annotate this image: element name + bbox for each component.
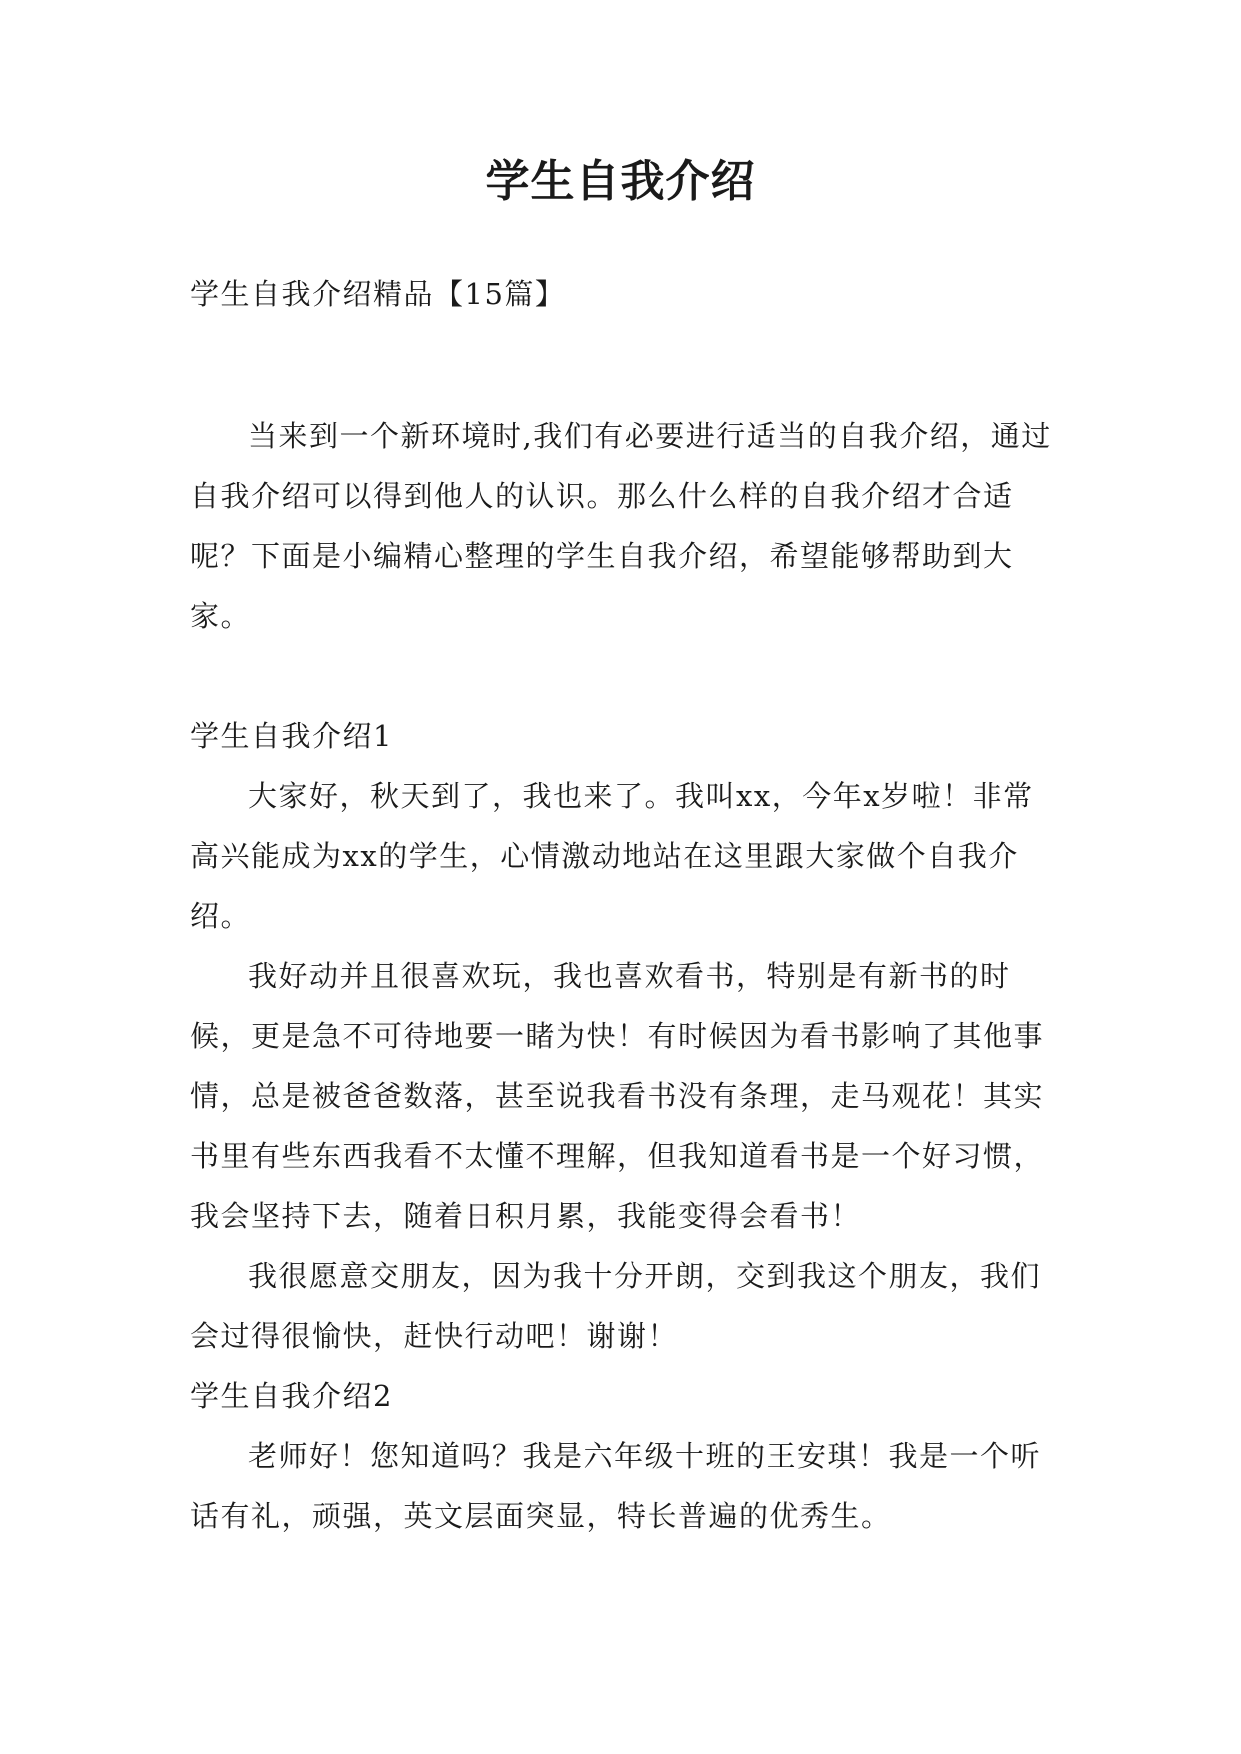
document-subtitle: 学生自我介绍精品【15篇】 (190, 277, 566, 311)
document-title: 学生自我介绍 (485, 156, 756, 207)
intro-paragraph: 当来到一个新环境时,我们有必要进行适当的自我介绍，通过自我介绍可以得到他人的认识。那么什么样的自我介绍才合适呢？下面是小编精心整理的学生自我介绍，希望能够帮助到大家。 (190, 419, 1052, 633)
section-heading-2: 学生自我介绍2 (190, 1379, 393, 1413)
section-heading-1: 学生自我介绍1 (190, 719, 393, 753)
document-body (190, 264, 1060, 1546)
section-1-paragraph-2: 我好动并且很喜欢玩，我也喜欢看书，特别是有新书的时候，更是急不可待地要一睹为快！有时候因为看书影响了其他事情，总是被爸爸数落，甚至说我看书没有条理，走马观花！其实书里有些东西我看不太懂不理解，但我知道看书是一个好习惯，我会坚持下去，随着日积月累，我能变得会看书！ (190, 959, 1045, 1233)
section-1-paragraph-3: 我很愿意交朋友，因为我十分开朗，交到我这个朋友，我们会过得很愉快，赶快行动吧！谢谢！ (190, 1259, 1042, 1353)
section-1-paragraph-1: 大家好，秋天到了，我也来了。我叫xx，今年x岁啦！非常高兴能成为xx的学生，心情激动地站在这里跟大家做个自我介绍。 (190, 779, 1034, 933)
section-2-paragraph-1: 老师好！您知道吗？我是六年级十班的王安琪！我是一个听话有礼，顽强，英文层面突显，特长普遍的优秀生。 (190, 1439, 1042, 1533)
